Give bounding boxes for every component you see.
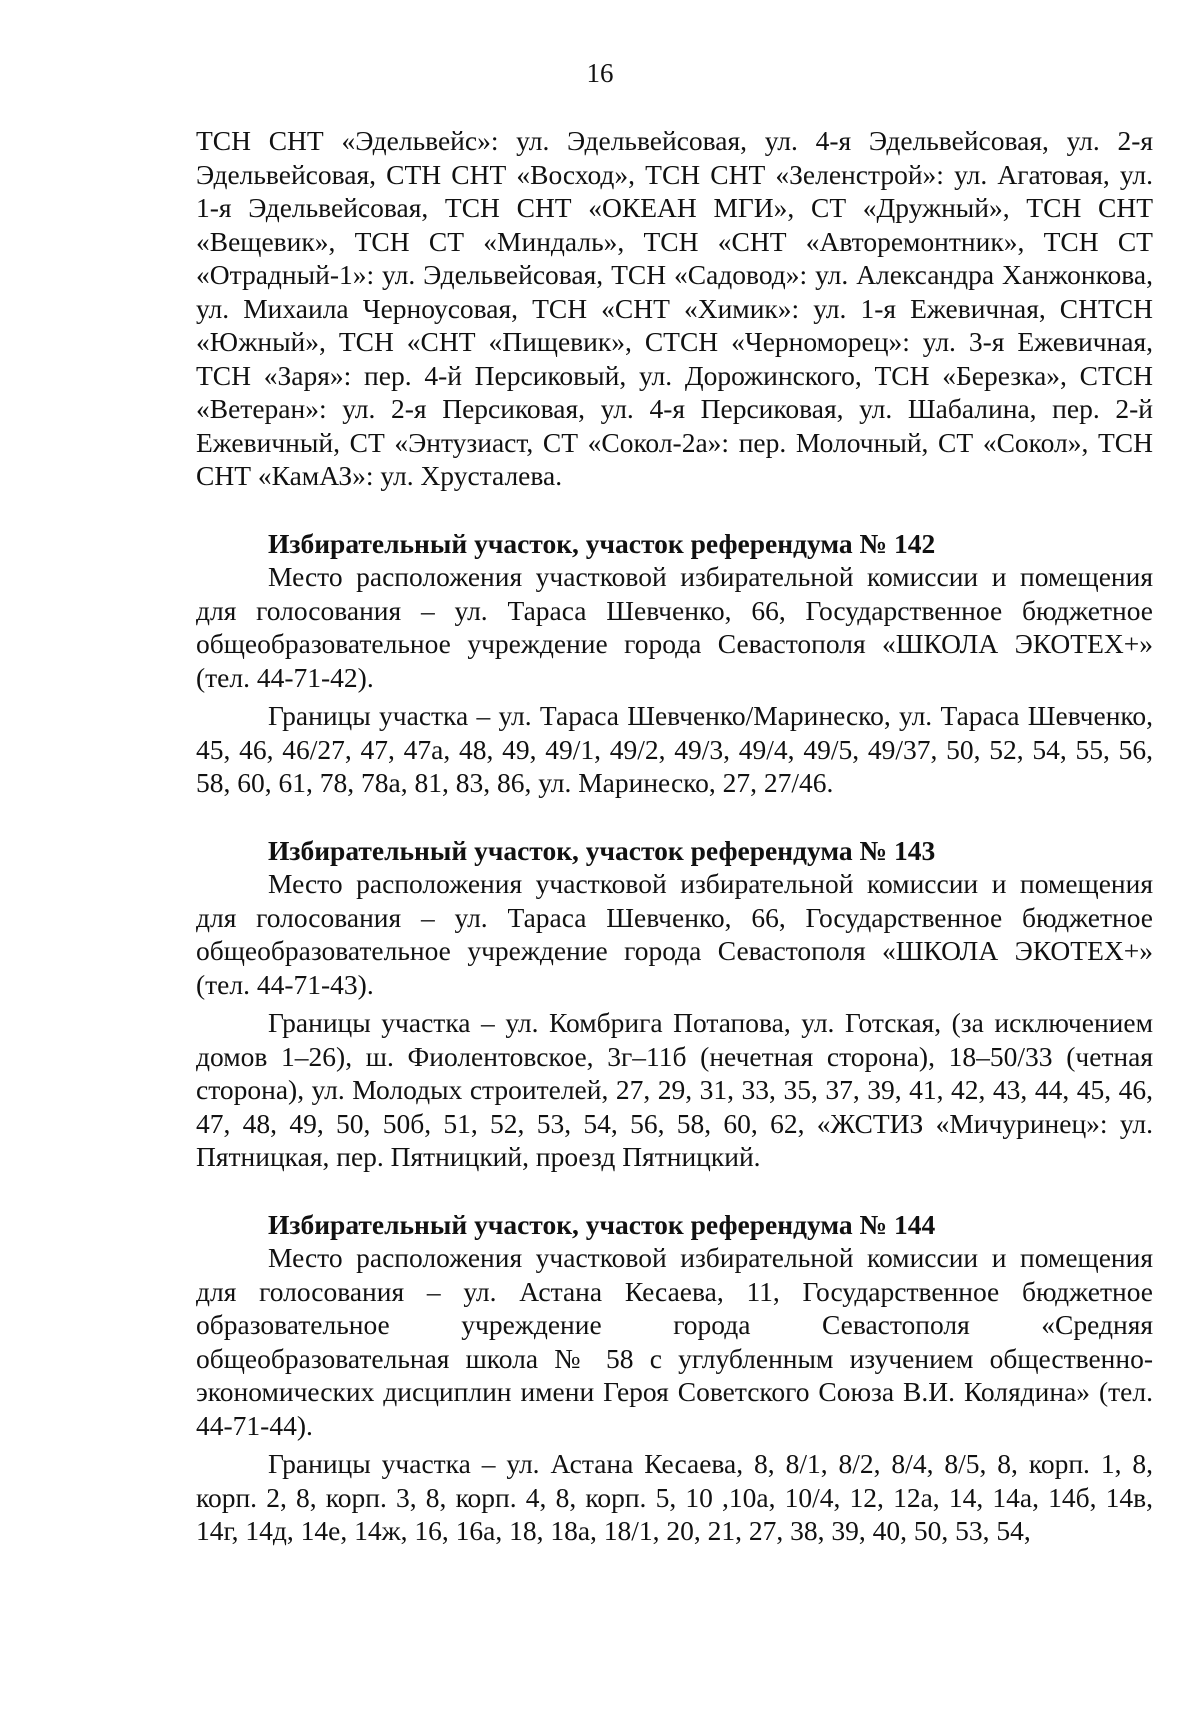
boundaries-paragraph: Границы участка – ул. Тараса Шевченко/Маринеско, ул. Тараса Шевченко, 45, 46, 46/27, 47, 47а, 48, 49, 49/1, 49/2, 49/3, 49/4, 49/5, 49/37, 50, 52, 54, 55, 56, 58, 60, 61, 78, 78а, 81, 83, 86, ул. Маринеско, 27, 27/46.: [196, 700, 1153, 798]
boundaries-paragraph: Границы участка – ул. Астана Кесаева, 8, 8/1, 8/2, 8/4, 8/5, 8, корп. 1, 8, корп. 2, 8, корп. 3, 8, корп. 4, 8, корп. 5, 10 ,10а, 10/4, 12, 12а, 14, 14а, 14б, 14в, 14г, 14д, 14е, 14ж, 16, 16а, 18, 18а, 18/1, 20, 21, 27, 38, 39, 40, 50, 53, 54,: [196, 1448, 1153, 1546]
section-144: [196, 1208, 1153, 1548]
location-paragraph: Место расположения участковой избирательной комиссии и помещения для голосования – ул. Тараса Шевченко, 66, Государственное бюджетное общеобразовательное учреждение города Севастополя «ШКОЛА ЭКОТЕХ+» (тел. 44-71-43).: [196, 868, 1153, 1000]
section-heading: Избирательный участок, участок референдума № 142: [268, 527, 936, 559]
location-paragraph: Место расположения участковой избирательной комиссии и помещения для голосования – ул. Астана Кесаева, 11, Государственное бюджетное образовательное учреждение города Севастополя «Средняя общеобразовательная школа № 58 с углубленным изучением общественно-экономических дисциплин имени Героя Советского Союза В.И. Колядина» (тел. 44-71-44).: [196, 1242, 1153, 1441]
boundaries-paragraph: Границы участка – ул. Комбрига Потапова, ул. Готская, (за исключением домов 1–26), ш. Фиолентовское, 3г–11б (нечетная сторона), 18–50/33 (четная сторона), ул. Молодых строителей, 27, 29, 31, 33, 35, 37, 39, 41, 42, 43, 44, 45, 46, 47, 48, 49, 50, 50б, 51, 52, 53, 54, 56, 58, 60, 62, «ЖСТИЗ «Мичуринец»: ул. Пятницкая, пер. Пятницкий, проезд Пятницкий.: [196, 1007, 1153, 1172]
section-heading: Избирательный участок, участок референдума № 143: [268, 834, 936, 866]
document-body: [196, 124, 1153, 1582]
intro-paragraph: ТСН СНТ «Эдельвейс»: ул. Эдельвейсовая, ул. 4-я Эдельвейсовая, ул. 2-я Эдельвейсовая, СТН СНТ «Восход», ТСН СНТ «Зеленстрой»: ул. Агатовая, ул. 1-я Эдельвейсовая, ТСН СНТ «ОКЕАН МГИ», СТ «Дружный», ТСН СНТ «Вещевик», ТСН СТ «Миндаль», ТСН «СНТ «Авторемонтник», ТСН СТ «Отрадный-1»: ул. Эдельвейсовая, ТСН «Садовод»: ул. Александра Ханжонкова, ул. Михаила Черноусовая, ТСН «СНТ «Химик»: ул. 1-я Ежевичная, СНТСН «Южный», ТСН «СНТ «Пищевик», СТСН «Черноморец»: ул. 3-я Ежевичная, ТСН «Заря»: пер. 4-й Персиковый, ул. Дорожинского, ТСН «Березка», СТСН «Ветеран»: ул. 2-я Персиковая, ул. 4-я Персиковая, ул. Шабалина, пер. 2-й Ежевичный, СТ «Энтузиаст, СТ «Сокол-2а»: пер. Молочный, СТ «Сокол», ТСН СНТ «КамАЗ»: ул. Хрусталева.: [196, 125, 1153, 491]
section-142: [196, 527, 1153, 800]
location-paragraph: Место расположения участковой избирательной комиссии и помещения для голосования – ул. Тараса Шевченко, 66, Государственное бюджетное общеобразовательное учреждение города Севастополя «ШКОЛА ЭКОТЕХ+» (тел. 44-71-42).: [196, 561, 1153, 693]
page-number: 16: [586, 58, 614, 88]
section-heading: Избирательный участок, участок референдума № 144: [268, 1208, 936, 1240]
section-143: [196, 834, 1153, 1174]
